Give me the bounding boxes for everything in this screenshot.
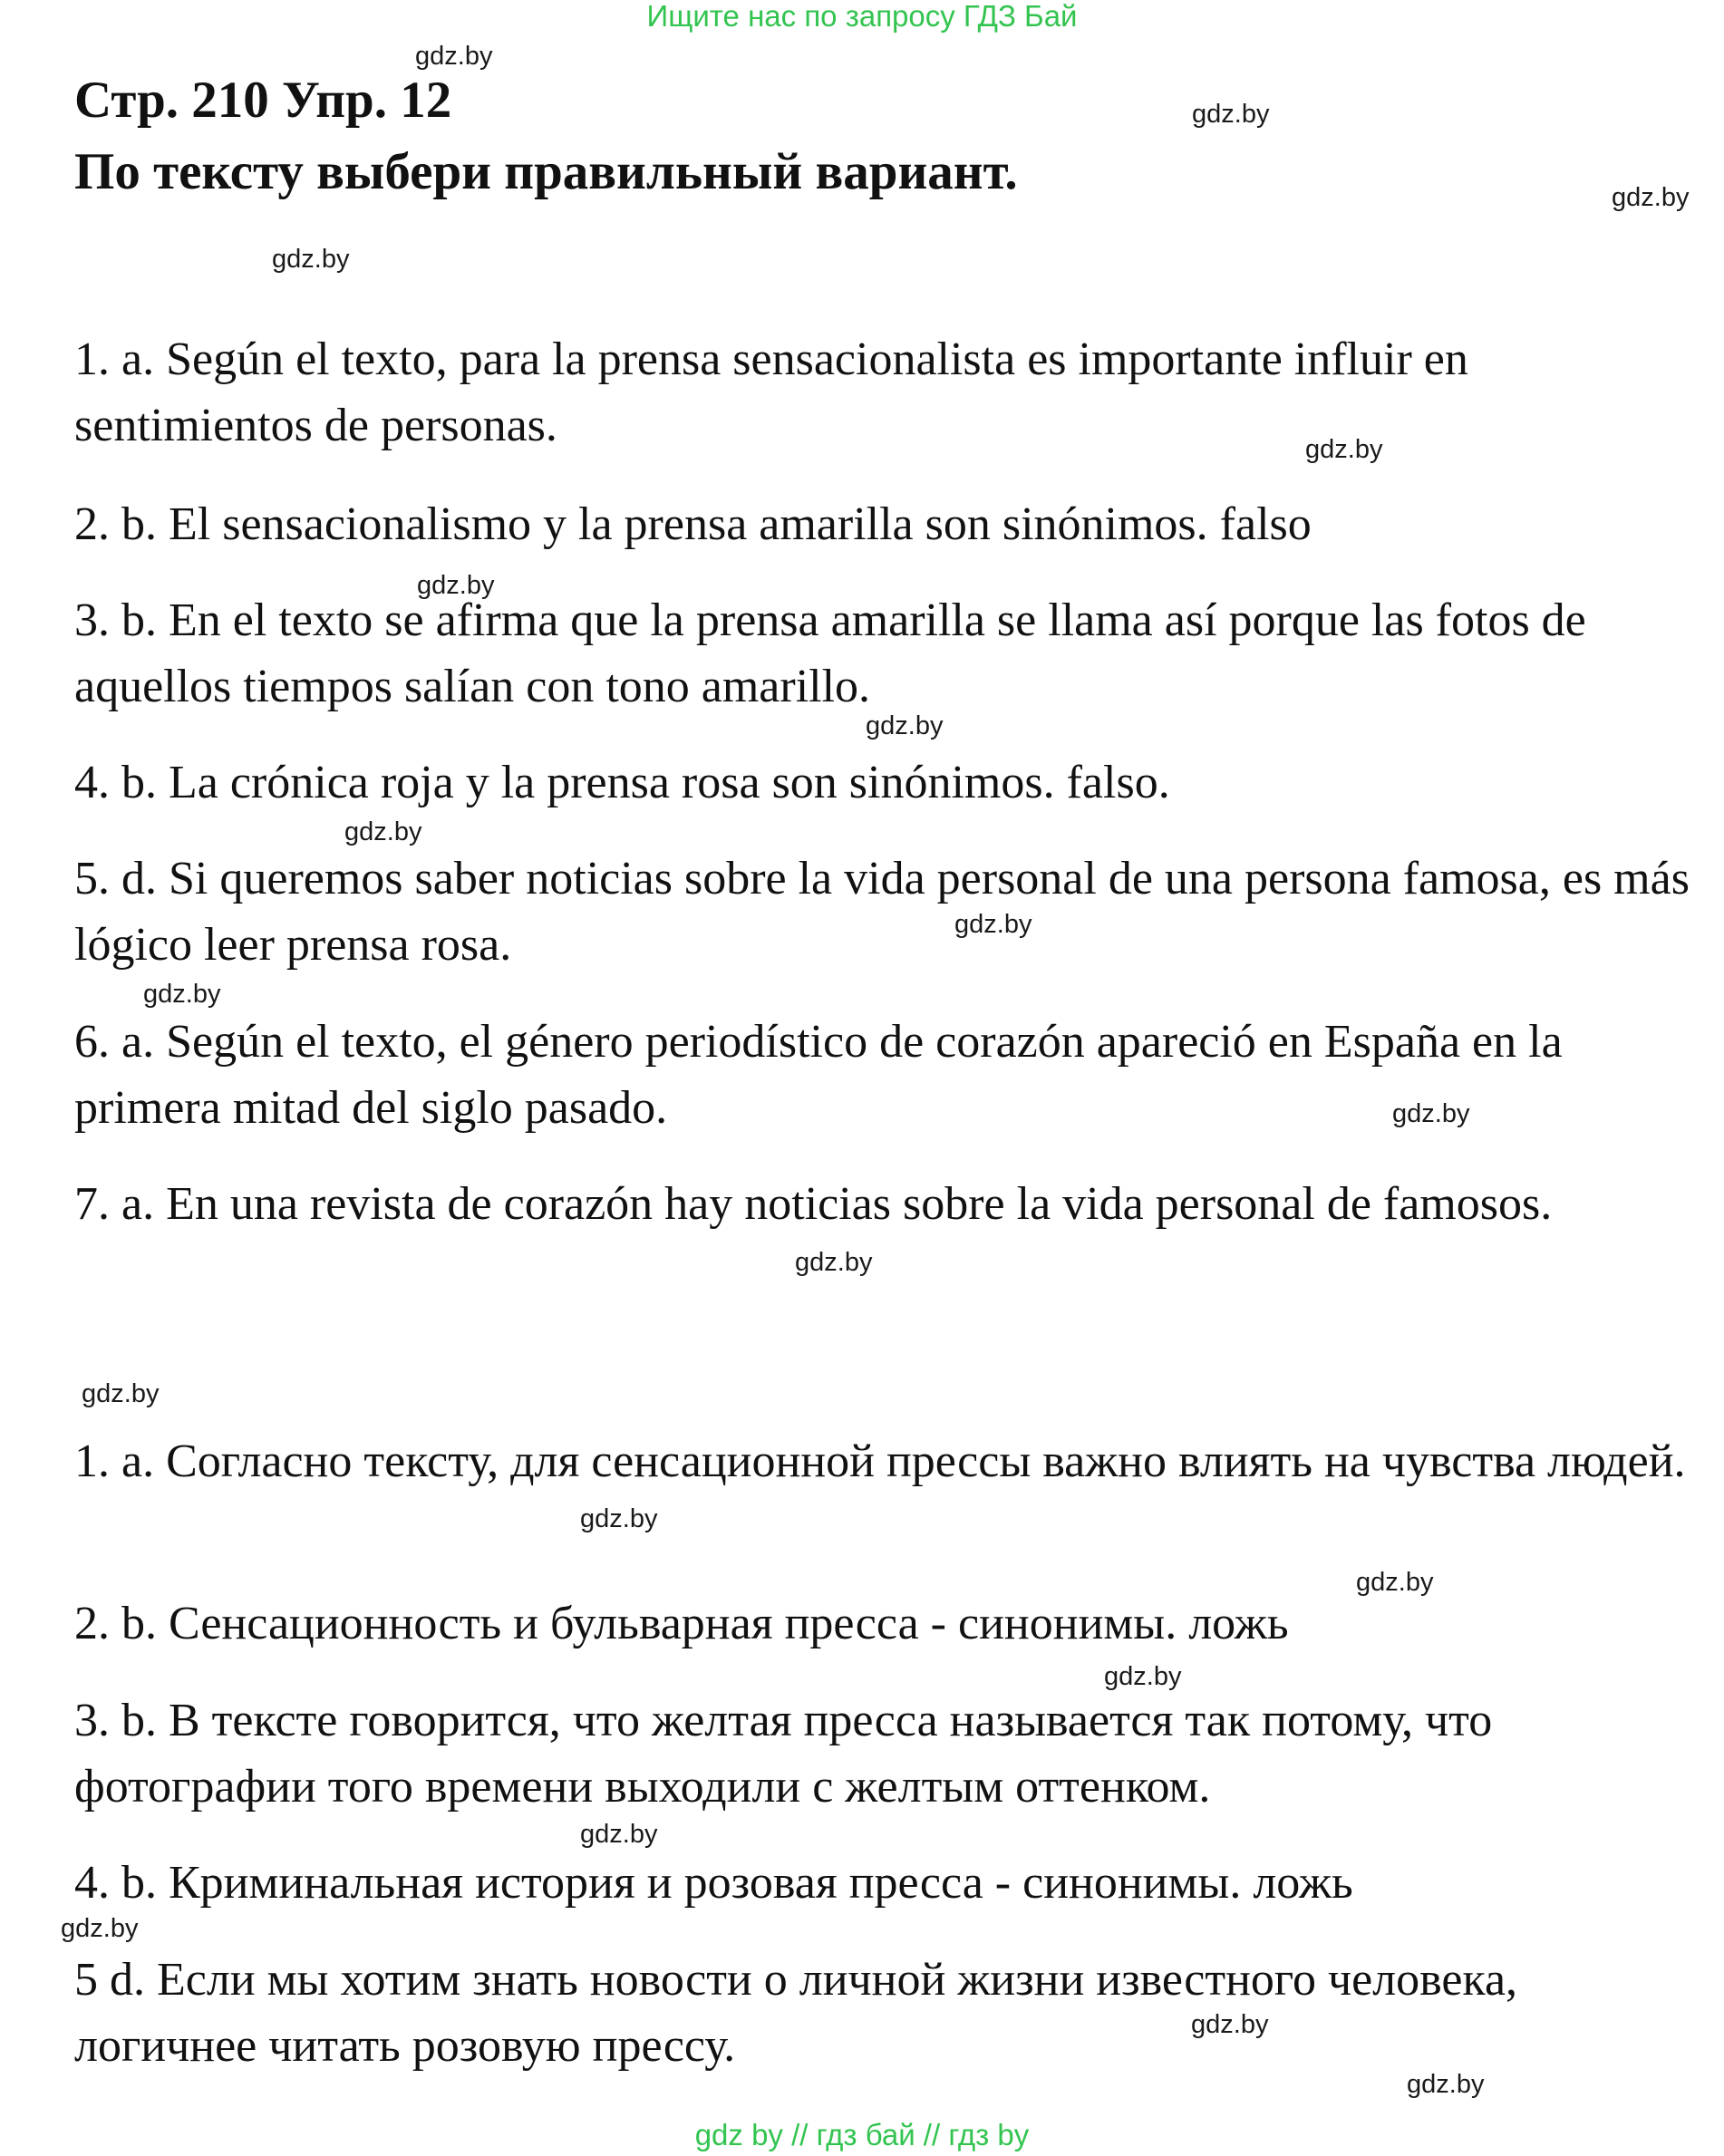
answer-ru-3: 3. b. В тексте говорится, что желтая пресса называется так потому, что фотографии того времени выходили с желтым оттенком. [74, 1695, 1493, 1813]
watermark: gdz.by [61, 1914, 139, 1943]
answer-es-1: 1. a. Según el texto, para la prensa sensacionalista es importante influir en sentimientos de personas. [74, 334, 1468, 451]
exercise-instruction: По тексту выбери правильный вариант. [74, 143, 1018, 200]
answer-ru-4: 4. b. Криминальная история и розовая пресса - синонимы. ложь [74, 1857, 1353, 1909]
answer-ru-5: 5 d. Если мы хотим знать новости о личной жизни известного человека, логичнее читать розовую прессу. [74, 1954, 1518, 2072]
watermark: gdz.by [580, 1820, 658, 1849]
answer-ru-1: 1. a. Согласно тексту, для сенсационной прессы важно влиять на чувства людей. [74, 1436, 1686, 1487]
watermark: gdz.by [1192, 100, 1270, 129]
answer-es-3: 3. b. En el texto se afirma que la prensa amarilla se llama así porque las fotos de aquellos tiempos salían con tono amarillo. [74, 595, 1586, 712]
watermark: gdz.by [580, 1504, 658, 1533]
watermark: gdz.by [1392, 1099, 1470, 1128]
answer-es-2: 2. b. El sensacionalismo y la prensa amarilla son sinónimos. falso [74, 498, 1312, 550]
watermark: gdz.by [82, 1379, 160, 1408]
watermark: gdz.by [272, 245, 350, 274]
top-banner: Ищите нас по запросу ГДЗ Бай [646, 0, 1078, 33]
watermark: gdz.by [344, 817, 422, 846]
watermark: gdz.by [143, 980, 221, 1009]
answer-es-7: 7. a. En una revista de corazón hay noticias sobre la vida personal de famosos. [74, 1178, 1553, 1230]
answer-es-5: 5. d. Si queremos saber noticias sobre la vida personal de una persona famosa, es más lógico leer prensa rosa. [74, 853, 1690, 971]
answer-es-6: 6. a. Según el texto, el género periodístico de corazón apareció en España en la primera mitad del siglo pasado. [74, 1016, 1563, 1134]
watermark: gdz.by [1104, 1662, 1182, 1691]
answer-es-4: 4. b. La crónica roja y la prensa rosa son sinónimos. falso. [74, 757, 1170, 808]
watermark: gdz.by [1612, 183, 1690, 212]
watermark: gdz.by [866, 711, 944, 740]
watermark: gdz.by [1407, 2070, 1485, 2099]
page-title: Стр. 210 Упр. 12 [74, 72, 452, 129]
watermark: gdz.by [954, 910, 1032, 939]
watermark: gdz.by [417, 571, 495, 600]
footer-links: gdz by // гдз бай // гдз by [694, 2118, 1030, 2151]
watermark: gdz.by [1305, 435, 1383, 464]
watermark: gdz.by [1356, 1568, 1434, 1597]
watermark: gdz.by [1191, 2010, 1269, 2039]
watermark: gdz.by [415, 42, 493, 71]
watermark: gdz.by [795, 1248, 873, 1277]
answer-ru-2: 2. b. Сенсационность и бульварная пресса - синонимы. ложь [74, 1598, 1289, 1649]
